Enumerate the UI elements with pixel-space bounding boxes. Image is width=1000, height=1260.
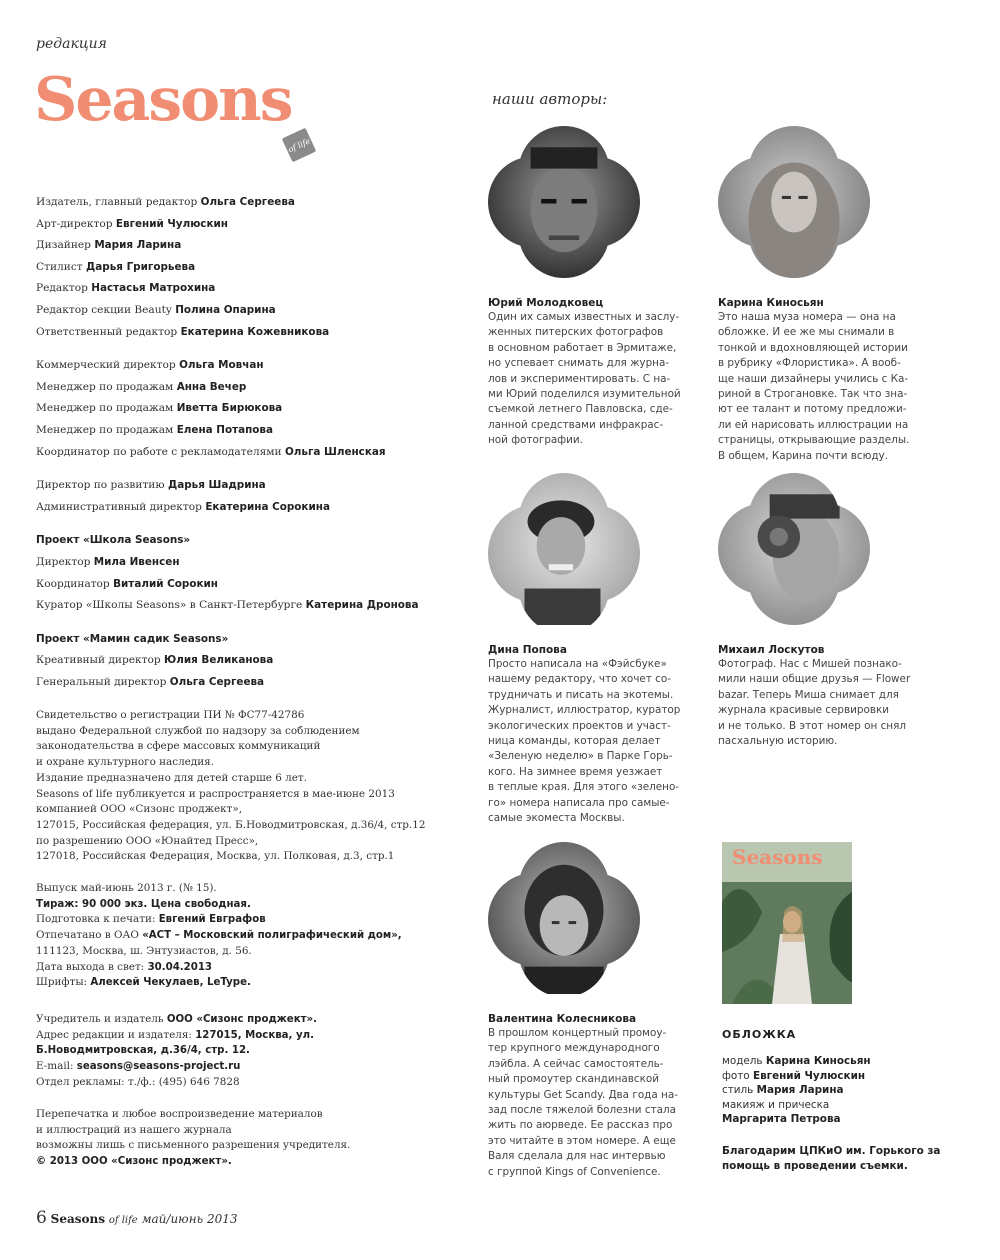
release-line (36, 960, 456, 976)
credit-role: Ответственный редактор (36, 325, 178, 338)
cover-credit-role: стиль (722, 1084, 754, 1096)
credit-name: Ольга Сергеева (169, 675, 265, 688)
credit-name: Ольга Шленская (284, 445, 386, 458)
author-card (718, 473, 938, 749)
author-name: Михаил Лоскутов (718, 644, 825, 656)
cover-credit: макияж и прическа (722, 1098, 830, 1111)
cover-credit-role: фото (722, 1069, 750, 1082)
footer-issue: май/июнь 2013 (141, 1212, 238, 1226)
credit-line (36, 398, 456, 420)
cover-section-title: ОБЛОЖКА (722, 1028, 797, 1041)
credit-line (36, 497, 456, 519)
credit-name: Юлия Великанова (164, 654, 274, 667)
author-bio: Фотограф. Нас с Мишей познако- мили наши общие друзья — Flower bazar. Теперь Миша снимает для журнала красивые сервировки и не только. В этот номер он снял пасхальную историю. (718, 658, 911, 748)
printed-line (36, 928, 456, 944)
author-bio: Это наша муза номера — она на обложке. И ее же мы снимали в тонкой и вдохновляющей истории в рубрику «Флористика». А вооб- ще наши дизайнеры учились с Ка- риной в Строгановке. Так что зна- ют ее талант и потому предложи- ли ей нарисовать иллюстрации на страницы, открывающие разделы. В общем, Карина почти всюду. (718, 311, 910, 462)
address-part1: 127015, Москва, ул. (195, 1029, 314, 1041)
credit-role: Дизайнер (36, 239, 91, 252)
credit-role: Менеджер по продажам (36, 380, 174, 393)
registration-line: по разрешению ООО «Юнайтед Пресс», (36, 834, 259, 847)
credit-role: Генеральный директор (36, 675, 167, 688)
author-bio: В прошлом концертный промоу- тер крупного международного лэйбла. А сейчас самостоятель- ный промоутер скандинавской культуры Get Scandy. Два года на- зад после тяжелой болезни стала жить по аюрведе. Ее рассказ про это читайте в этом номере. А еще Валя сделала для нас интервью с группой Kings of Convenience. (488, 1027, 678, 1178)
registration-line: Издание предназначено для детей старше 6 лет. (36, 771, 307, 784)
author-bio: Просто написала на «Фэйсбуке» нашему редактору, что хочет со- трудничать и писать на экотемы. Журналист, иллюстратор, куратор экологических проектов и участ- ница команды, которая делает «Зеленую неделю» в Парке Горь- кого. На зимнее время уезжает в теплые края. Для этого «зелено- го» номера написала про самые- самые экоместа Москвы. (488, 658, 681, 825)
cover-credit (722, 1069, 871, 1084)
release-date: 30.04.2013 (147, 961, 213, 973)
registration-line: Свидетельство о регистрации ПИ № ФС77-42786 (36, 709, 305, 721)
author-name: Карина Киносьян (718, 297, 824, 309)
registration-line: компанией ООО «Сизонс проджект», (36, 803, 243, 816)
cover-credit-name: Евгений Чулюскин (752, 1069, 866, 1082)
credit-name: Виталий Сорокин (113, 577, 218, 590)
credit-name: Дарья Григорьева (86, 260, 196, 273)
cover-credit-name: Мария Ларина (756, 1084, 844, 1096)
credit-role: Редактор (36, 282, 88, 295)
credit-role: Координатор (36, 577, 110, 590)
author-name: Валентина Колесникова (488, 1013, 637, 1025)
credit-role: Административный директор (36, 500, 202, 513)
cover-thanks: Благодарим ЦПКиО им. Горького за помощь в проведении съемки. (722, 1145, 941, 1172)
copyright-line: возможны лишь с письменного разрешения учредителя. (36, 1139, 351, 1152)
credits-group-kindergarten (36, 650, 456, 693)
author-photo (488, 473, 640, 625)
credit-line (36, 420, 456, 442)
founder-info (36, 1012, 456, 1091)
footer-brand: Seasons (50, 1212, 105, 1226)
credit-line (36, 552, 456, 574)
issue-line: Выпуск май-июнь 2013 г. (№ 15). (36, 882, 217, 894)
email-line (36, 1059, 456, 1075)
cover-credit (722, 1112, 871, 1127)
address-line (36, 1028, 456, 1044)
credit-line (36, 355, 456, 377)
cover-credit-name: Карина Киносьян (765, 1055, 871, 1067)
author-card (488, 842, 708, 1180)
fonts-line (36, 975, 456, 991)
credit-role: Менеджер по продажам (36, 423, 174, 436)
credit-line (36, 192, 456, 214)
registration-info (36, 708, 456, 865)
credit-line (36, 278, 456, 300)
release-label: Дата выхода в свет: (36, 960, 145, 973)
registration-line: выдано Федеральной службой по надзору за соблюдением (36, 724, 360, 737)
address-label: Адрес редакции и издателя: (36, 1028, 192, 1041)
credit-line (36, 442, 456, 464)
registration-line: 127015, Российская федерация, ул. Б.Новодмитровская, д.36/4, стр.12 (36, 818, 426, 831)
credit-name: Анна Вечер (176, 380, 247, 393)
cover-credit (722, 1083, 871, 1098)
credit-line (36, 574, 456, 596)
credit-role: Менеджер по продажам (36, 402, 174, 415)
email-label: E-mail: (36, 1060, 74, 1073)
fonts-label: Шрифты: (36, 976, 88, 989)
credit-line (36, 475, 456, 497)
registration-line: 127018, Российская Федерация, Москва, ул. Полковая, д.3, стр.1 (36, 850, 395, 863)
registration-line: законодательства в сфере массовых коммуникаций (36, 740, 321, 753)
circulation: Тираж: 90 000 экз. Цена свободная. (36, 898, 251, 910)
credit-name: Елена Потапова (176, 423, 274, 436)
credits-group-management (36, 475, 456, 518)
credit-role: Креативный директор (36, 654, 161, 667)
copyright-notice: © 2013 ООО «Сизонс проджект». (36, 1156, 232, 1168)
credit-role: Директор (36, 555, 91, 568)
issue-info (36, 881, 456, 991)
section-label: редакция (36, 36, 107, 52)
credit-name: Ольга Сергеева (200, 196, 295, 208)
printed-label: Отпечатано в ОАО (36, 929, 139, 942)
registration-line: Seasons of life публикуется и распространяется в мае-июне 2013 (36, 787, 395, 800)
author-card (488, 126, 708, 449)
credit-role: Коммерческий директор (36, 359, 176, 372)
page-footer (36, 1208, 238, 1228)
cover-credit-name: Маргарита Петрова (722, 1113, 841, 1125)
prepress-label: Подготовка к печати: (36, 913, 156, 926)
credit-name: Настасья Матрохина (91, 282, 216, 295)
footer-of-life: of life (108, 1215, 138, 1226)
author-photo (718, 473, 870, 625)
credit-name: Екатерина Сорокина (205, 500, 330, 513)
credit-name: Дарья Шадрина (167, 479, 266, 492)
credit-role: Издатель, главный редактор (36, 196, 198, 208)
registration-line: и охране культурного наследия. (36, 756, 215, 769)
masthead-credits (36, 192, 456, 693)
credit-name: Мария Ларина (94, 239, 182, 252)
address-part2: Б.Новодмитровская, д.36/4, стр. 12. (36, 1045, 250, 1057)
credit-name: Полина Опарина (175, 303, 276, 316)
author-photo (488, 842, 640, 994)
authors-title: наши авторы: (492, 90, 608, 108)
credit-role: Стилист (36, 260, 83, 273)
copyright-info (36, 1107, 456, 1170)
credit-line (36, 214, 456, 236)
founder-name: ООО «Сизонс проджект». (166, 1014, 317, 1025)
credit-name: Екатерина Кожевникова (180, 325, 330, 338)
author-bio: Один их самых известных и заслу- женных питерских фотографов в основном работает в Эрмитаже, но успевает снимать для журна- лов и экспериментировать. С на- ми Юрий поделился изумительной съемкой летнего Павловска, сде- ланной средствами инфракрас- ной фотографии. (488, 311, 681, 447)
credit-role: Куратор «Школы Seasons» в Санкт-Петербурге (36, 599, 303, 612)
page-number: 6 (36, 1208, 47, 1228)
author-name: Юрий Молодковец (488, 297, 604, 309)
author-card (718, 126, 938, 464)
author-photo (718, 126, 870, 278)
credits-group-editorial (36, 192, 456, 343)
project-title-school: Проект «Школа Seasons» (36, 534, 191, 547)
founder-label: Учредитель и издатель (36, 1013, 164, 1025)
credit-role: Координатор по работе с рекламодателями (36, 445, 282, 458)
credit-line (36, 257, 456, 279)
printer-address: 111123, Москва, ш. Энтузиастов, д. 56. (36, 944, 252, 957)
credit-line (36, 235, 456, 257)
credit-name: Ольга Мовчан (179, 359, 264, 372)
credit-line (36, 650, 456, 672)
logo-tag: of life (282, 128, 317, 163)
magazine-logo: Seasons (34, 65, 292, 135)
credit-line (36, 377, 456, 399)
credits-group-commercial (36, 355, 456, 463)
credit-role: Директор по развитию (36, 479, 165, 492)
credit-name: Катерина Дронова (305, 599, 419, 612)
credit-role: Редактор секции Beauty (36, 303, 172, 316)
author-photo (488, 126, 640, 278)
founder-line (36, 1012, 456, 1028)
ads-phone: Отдел рекламы: т./ф.: (495) 646 7828 (36, 1075, 240, 1088)
credit-line (36, 300, 456, 322)
credits-group-school (36, 552, 456, 617)
credit-line (36, 672, 456, 694)
credit-name: Евгений Чулюскин (115, 217, 228, 230)
credit-name: Иветта Бирюкова (176, 402, 283, 415)
author-name: Дина Попова (488, 644, 567, 656)
copyright-line: и иллюстраций из нашего журнала (36, 1123, 232, 1136)
cover-thumbnail (722, 842, 852, 1004)
author-card (488, 473, 708, 826)
printer-name: «АСТ – Московский полиграфический дом», (142, 930, 402, 942)
project-title-kindergarten: Проект «Мамин садик Seasons» (36, 632, 229, 645)
fonts-value: Алексей Чекулаев, LeType. (90, 977, 251, 989)
copyright-line: Перепечатка и любое воспроизведение материалов (36, 1108, 323, 1120)
cover-credit-role: модель (722, 1055, 763, 1067)
cover-magazine-title: Seasons (732, 845, 823, 869)
credit-line (36, 595, 456, 617)
credit-name: Мила Ивенсен (93, 555, 180, 568)
prepress-name: Евгений Евграфов (158, 914, 266, 926)
cover-credit (722, 1054, 871, 1069)
credit-role: Арт-директор (36, 217, 113, 230)
prepress-line (36, 912, 456, 928)
email-link[interactable]: seasons@seasons-project.ru (76, 1061, 241, 1073)
cover-credits (722, 1054, 871, 1127)
credit-line (36, 322, 456, 344)
